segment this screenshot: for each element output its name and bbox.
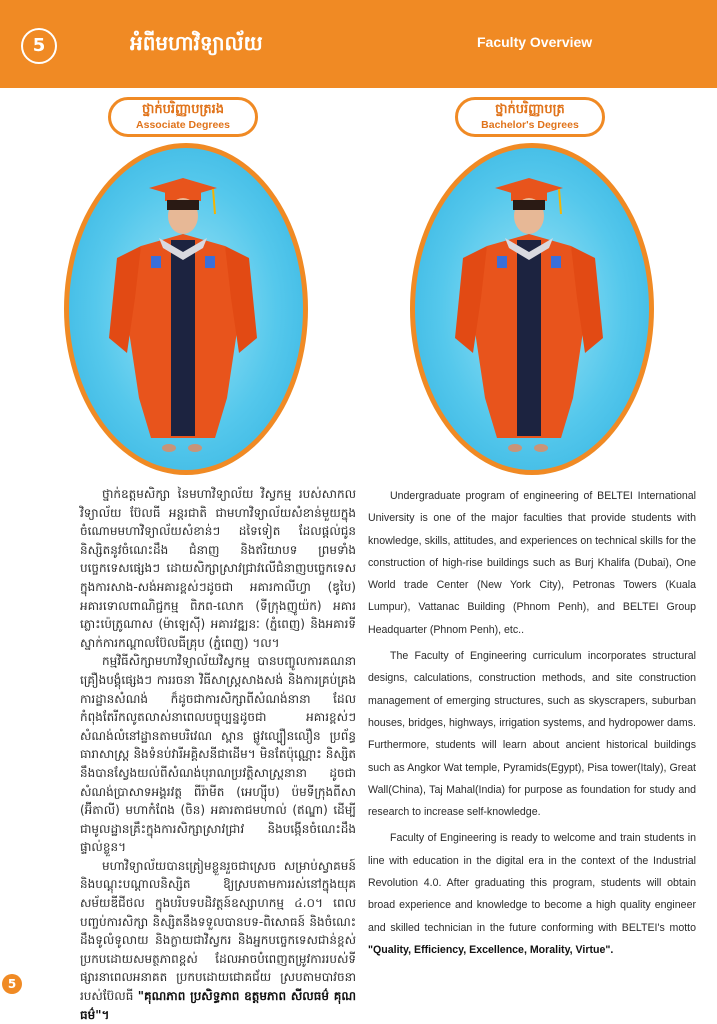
page-header <box>0 0 717 88</box>
associate-degree-english: Associate Degrees <box>136 119 230 131</box>
footer-page-number: 5 <box>2 974 22 994</box>
english-text-column <box>368 485 696 961</box>
bachelor-degree-label <box>455 97 605 137</box>
page-number-badge: 5 <box>21 28 57 64</box>
associate-graduate-photo <box>64 143 308 475</box>
english-paragraph: The Faculty of Engineering curriculum incorporates structural designs, calculations, construction methods, and site construction management of emerging structures, such as skyscrapers, suburban houses, bridges, highways, irrigation systems, and hydropower dams. Furthermore, students will learn about ancient historical buildings such as Angkor Wat temple, Pyramids(Egypt), Pisa tower(Italy), Great Wall(China), Taj Mahal(India) for purpose as foundation for study and research to increase self-knowledge. <box>368 650 696 819</box>
khmer-paragraph <box>80 857 356 1024</box>
khmer-text-column <box>80 485 356 1024</box>
english-paragraph-text: Faculty of Engineering is ready to welcome and train students in line with education in the digital era in the context of the Industrial Revolution 4.0. After graduating this program, students will obtain broad experience and knowledge to become a high quality engineer and skilled technician in the future conforming with BELTEI's motto <box>368 832 696 934</box>
bachelor-graduate-photo <box>410 143 654 475</box>
associate-degree-khmer: ថ្នាក់បរិញ្ញាបត្ររង <box>141 102 224 117</box>
english-paragraph <box>368 827 696 961</box>
bachelor-degree-english: Bachelor's Degrees <box>481 119 579 131</box>
associate-degree-label <box>108 97 258 137</box>
english-paragraph: Undergraduate program of engineering of BELTEI International University is one of the major faculties that provide students with knowledge, skills, attitudes, and experiences on technical skills for the construction of high-rise buildings such as Burj Khalifa (Dubai), One World trade Center (New York City), Petronas Towers (Kuala Lumpur), Vattanac Building (Phnom Penh), and BELTEI Group Headquarter (Phnom Penh), etc.. <box>368 490 696 636</box>
header-title: Faculty Overview <box>477 34 593 50</box>
english-motto: "Quality, Efficiency, Excellence, Morality, Virtue". <box>368 943 614 956</box>
graduate-figure-bachelor <box>415 148 649 470</box>
khmer-paragraph-text: មហាវិទ្យាល័យបានត្រៀមខ្លួនរួចជាស្រេច សម្រាប់ស្វាគមន៍ និងបណ្តុះបណ្តាលនិស្សិត ឱ្យស្របតាមការរស់នៅក្នុងយុគសម័យឌីជីថល ក្នុងបរិបទបដិវត្តន៍ឧស្សាហកម្ម ៤.០។ ពេលបញ្ចប់ការសិក្សា និស្សិតនឹងទទួលបានបទ-ពិសោធន៍ និងចំណេះដឹងទូលំទូលាយ និងក្លាយជាវិស្វករ និងអ្នកបច្ចេកទេសជាន់ខ្ពស់ ប្រកបដោយសមត្ថភាពខ្ពស់ ដែលអាចបំពេញតម្រូវការរបស់ទីផ្សារនាពេលអនាគត ប្រកបដោយជោគជ័យ ស្របតាមបាវចនារបស់ប៊ែលធី <box>80 858 356 1004</box>
graduate-figure-associate <box>69 148 303 470</box>
header-khmer-title: អំពីមហាវិទ្យាល័យ <box>130 31 263 55</box>
khmer-paragraph: កម្មវិធីសិក្សាមហាវិទ្យាល័យវិស្វកម្ម បានបញ្ចូលការគណនាគ្រឿងបង្គុំផ្សេងៗ ការរចនា វិធីសាស្ត្រសាងសង់ និងការគ្រប់គ្រងការដ្ឋានសំណង់ ក៏ដូចជាការសិក្សាពីសំណង់នានា ដែលកំពុងតែរីកលូតលាស់នាពេលបច្ចុប្បន្នដូចជា អគារខ្ពស់ៗ សំណង់លំនៅដ្ឋានតាមបរិវេណ ស្ពាន ផ្លូវល្បឿនលឿន ប្រព័ន្ធធារាសាស្ត្រ និងទំនប់វារីអគ្គិសនីជាដើម។ មិនតែប៉ុណ្ណោះ និស្សិតនឹងបានស្វែងយល់ពីសំណង់បុរាណប្រវត្តិសាស្ត្រនានា ដូចជា សំណង់ប្រាសាទអង្គរវត្ត ពីរ៉ាមីត (អេហ្ស៊ីប) ប៉មទីក្រុងពីសា (អ៊ីតាលី) មហាកំពែង (ចិន) អគារតាជមហាល់ (ឥណ្ឌា) ដើម្បីជាមូលដ្ឋានគ្រឹះក្នុងការសិក្សាស្រាវជ្រាវ និងបង្កើនចំណេះដឹងផ្ទាល់ខ្លួន។ <box>80 654 356 855</box>
bachelor-degree-khmer: ថ្នាក់បរិញ្ញាបត្រ <box>495 102 565 117</box>
khmer-paragraph: ថ្នាក់ឧត្តមសិក្សា នៃមហាវិទ្យាល័យ វិស្វកម្ម របស់សាកលវិទ្យាល័យ ប៊ែលធី អន្តរជាតិ ជាមហាវិទ្យាល័យសំខាន់មួយក្នុងចំណោមមហាវិទ្យាល័យសំខាន់ៗ ដទៃទៀត ដែលផ្តល់ជូននិស្សិតនូវចំណេះដឹង ជំនាញ និងឥរិយាបទ ព្រមទាំង បច្ចេកទេសផ្សេងៗ ដោយសិក្សាស្រាវជ្រាវលើជំនាញបច្ចេកទេសក្នុងការសាង-សង់អគារខ្ពស់ៗដូចជា អគារកាលីហ្វា (ឌូបៃ) អគារទោលពាណិជ្ជកម្ម ពិភព-លោក (ទីក្រុងញូយ៉ក) អគារភ្លោះប៉េត្រូណាស (ម៉ាឡេស៊ី) អគារវឌ្ឍនៈ (ភ្នំពេញ) និងអគារទីស្នាក់ការកណ្តាលប៊ែលធីគ្រុប (ភ្នំពេញ) ។ល។ <box>80 487 356 650</box>
khmer-motto: "គុណភាព ប្រសិទ្ធភាព ឧត្តមភាព សីលធម៌ គុណធម៌"។ <box>80 989 356 1022</box>
